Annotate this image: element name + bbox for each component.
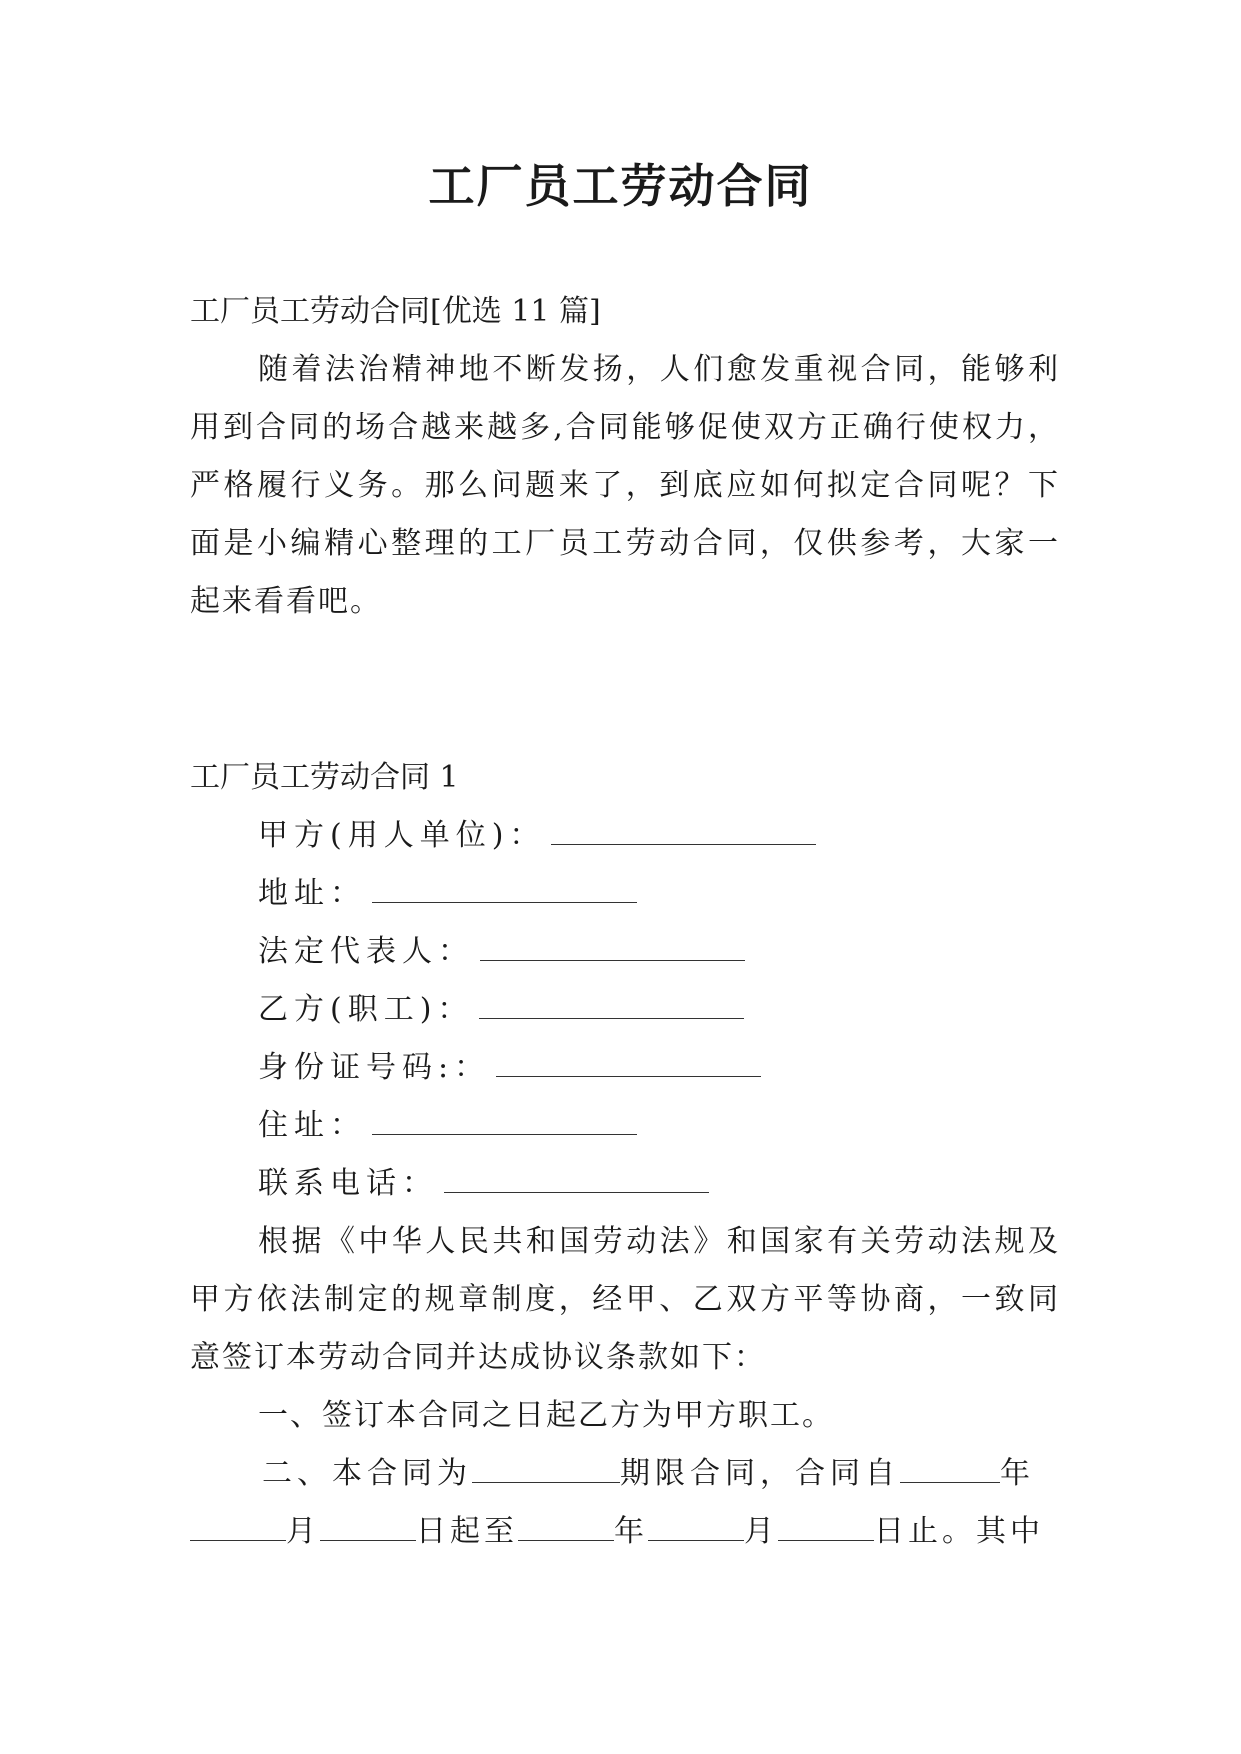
section-heading: 工厂员工劳动合同 1: [190, 760, 459, 795]
legal-rep-blank[interactable]: [480, 932, 745, 961]
clause-2-line-2: [190, 1512, 1060, 1552]
intro-line-3: 严格履行义务。那么问题来了，到底应如何拟定合同呢？下: [190, 468, 1060, 503]
intro-line-1: 随着法治精神地不断发扬，人们愈发重视合同，能够利: [258, 352, 1060, 387]
clause-2-month2: 月: [744, 1514, 778, 1549]
id-number-blank[interactable]: [496, 1048, 761, 1077]
end-day-blank[interactable]: [778, 1512, 874, 1541]
party-b-blank[interactable]: [479, 990, 744, 1019]
document-title: 工厂员工劳动合同: [428, 159, 813, 213]
basis-line-3: 意签订本劳动合同并达成协议条款如下：: [190, 1340, 766, 1375]
field-address: [258, 874, 1060, 914]
clause-2-year1: 年: [1000, 1456, 1035, 1491]
field-address-label: 地址：: [258, 876, 366, 911]
phone-blank[interactable]: [444, 1164, 709, 1193]
start-day-blank[interactable]: [320, 1512, 416, 1541]
clause-2-line-1: [262, 1454, 1064, 1494]
field-party-a-label: 甲方(用人单位)：: [258, 818, 546, 853]
term-type-blank[interactable]: [472, 1454, 620, 1483]
party-a-blank[interactable]: [551, 816, 816, 845]
document-subtitle: 工厂员工劳动合同[优选 11 篇]: [190, 294, 601, 329]
field-legal-rep: [258, 932, 1060, 972]
residence-blank[interactable]: [372, 1106, 637, 1135]
field-residence-label: 住址：: [258, 1108, 366, 1143]
field-party-a: [258, 816, 1060, 856]
field-residence: [258, 1106, 1060, 1146]
field-phone-label: 联系电话：: [258, 1166, 438, 1201]
end-year-blank[interactable]: [518, 1512, 614, 1541]
field-party-b: [258, 990, 1060, 1030]
basis-line-2: 甲方依法制定的规章制度，经甲、乙双方平等协商，一致同: [190, 1282, 1060, 1317]
clause-2-year2: 年: [614, 1514, 648, 1549]
basis-line-1: 根据《中华人民共和国劳动法》和国家有关劳动法规及: [258, 1224, 1060, 1259]
clause-2-prefix: 二、本合同为: [262, 1456, 472, 1491]
address-blank[interactable]: [372, 874, 637, 903]
clause-2-month1: 月: [286, 1514, 320, 1549]
field-id-number: [258, 1048, 1060, 1088]
clause-2-day-from: 日起至: [416, 1514, 518, 1549]
clause-2-day-end: 日止。其中: [874, 1514, 1044, 1549]
intro-line-5: 起来看看吧。: [190, 584, 382, 619]
intro-line-4: 面是小编精心整理的工厂员工劳动合同，仅供参考，大家一: [190, 526, 1060, 561]
end-month-blank[interactable]: [648, 1512, 744, 1541]
start-year-blank[interactable]: [900, 1454, 1000, 1483]
start-month-blank[interactable]: [190, 1512, 286, 1541]
field-id-number-label: 身份证号码:：: [258, 1050, 491, 1085]
clause-2-type-suffix: 期限合同，合同自: [620, 1456, 900, 1491]
clause-1: 一、签订本合同之日起乙方为甲方职工。: [258, 1398, 834, 1433]
field-party-b-label: 乙方(职工)：: [258, 992, 474, 1027]
intro-line-2: 用到合同的场合越来越多,合同能够促使双方正确行使权力，: [190, 410, 1060, 445]
field-legal-rep-label: 法定代表人：: [258, 934, 474, 969]
field-phone: [258, 1164, 1060, 1204]
